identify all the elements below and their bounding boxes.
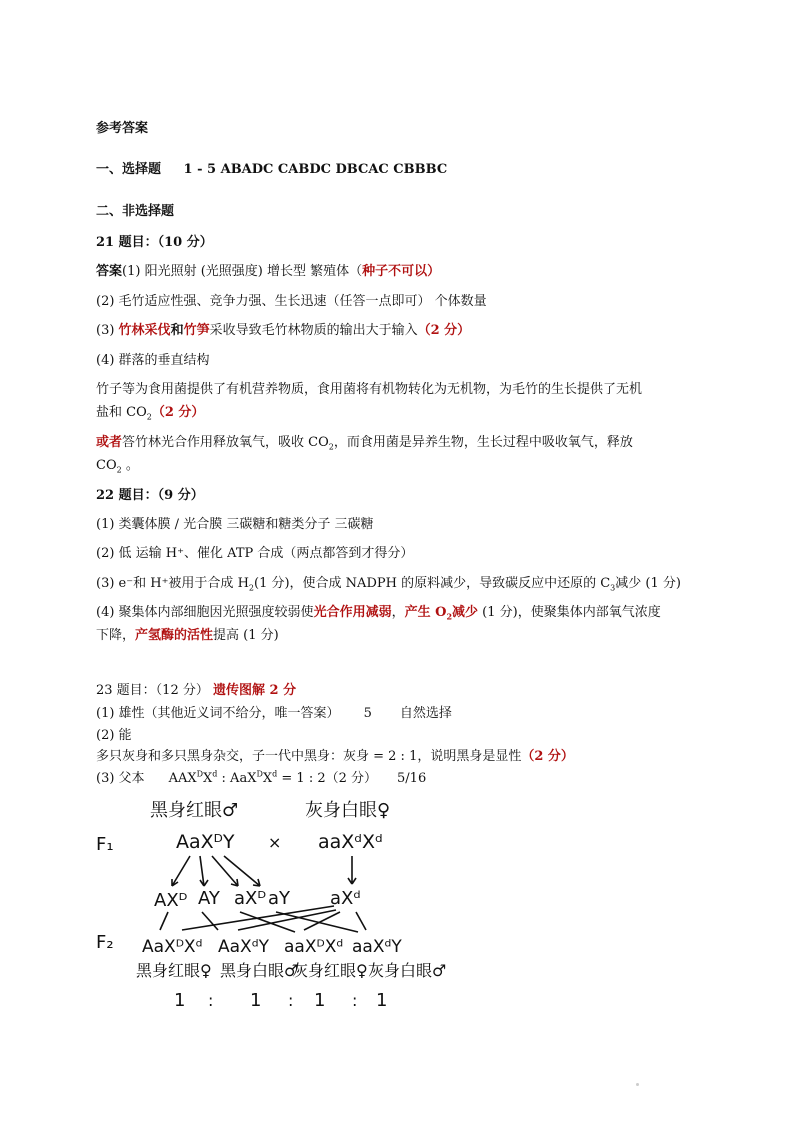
colon-1: : — [208, 991, 214, 1010]
line-b — [202, 912, 218, 930]
q23-l4-father: (3) 父本 — [96, 771, 145, 786]
q21-l1-close: ） — [427, 264, 441, 279]
phenotype-1: 黑身红眼♀ — [136, 961, 212, 980]
choice-answers: 1 - 5 ABADC CABDC DBCAC CBBBC — [183, 162, 448, 177]
gamete-arrows — [172, 856, 356, 886]
q21-l7-sub: 2 — [328, 442, 334, 452]
q23-line2: (2) 能 — [96, 728, 132, 743]
q21-line2: (2) 毛竹适应性强、竞争力强、生长迅速（任答一点即可） 个体数量 — [96, 294, 487, 309]
f2-label: F₂ — [96, 932, 114, 953]
q22-line2: (2) 低 运输 H⁺、催化 ATP 合成（两点都答到才得分） — [96, 546, 414, 561]
arrow-4 — [224, 856, 260, 886]
q21-l3-num: (3) — [96, 323, 119, 338]
q22-line3 — [96, 576, 681, 593]
cross-sign: × — [268, 833, 282, 852]
arrow-1 — [172, 856, 190, 886]
q21-l8-sub: 2 — [116, 465, 122, 475]
q22-l4-red3: 减少 — [452, 605, 479, 620]
page-title: 参考答案 — [96, 121, 149, 136]
q22-l3-text2: (1 分)，使合成 NADPH 的原料减少，导致碳反应中还原的 C — [254, 576, 611, 591]
q22-l3-sub2: 3 — [610, 583, 616, 593]
p-male-genotype: AaXᴰY — [176, 831, 235, 853]
q21-l6-text: 盐和 CO — [96, 405, 147, 420]
p-female-genotype: aaXᵈXᵈ — [318, 831, 383, 853]
q23-line4 — [96, 769, 427, 786]
section-choice — [96, 163, 447, 176]
q23-l4-g2: X — [203, 771, 213, 786]
q21-heading: 21 题目：（10 分） — [96, 235, 213, 250]
offspring-3: aaXᴰXᵈ — [284, 937, 344, 957]
q21-l1-text: (1) 阳光照射 (光照强度) 增长型 繁殖体（ — [122, 264, 363, 279]
q21-l3-red1: 竹林采伐 — [118, 323, 171, 338]
offspring-2: AaXᵈY — [218, 937, 269, 957]
q23-head-text: 23 题目：（12 分） — [96, 683, 213, 698]
phenotype-3: 灰身红眼♀ — [292, 961, 368, 980]
q22-l4-red1: 光合作用减弱 — [313, 605, 392, 620]
arrow-2 — [200, 856, 208, 886]
q22-l4-red2: 产生 O — [404, 605, 447, 620]
q22-line4 — [96, 605, 661, 622]
q21-l8-end: 。 — [121, 458, 139, 473]
q21-l6-sub: 2 — [146, 412, 152, 422]
arrow-3 — [212, 856, 238, 886]
q21-l7-text1: 答竹林光合作用释放氧气，吸收 CO — [122, 435, 329, 450]
q23-line1 — [96, 707, 452, 720]
q21-l3-text: 采收导致毛竹林物质的输出大于输入 — [209, 323, 418, 338]
q23-l4-s3: D — [256, 769, 263, 779]
q22-l5-text2: 提高 (1 分) — [213, 628, 279, 643]
q23-l4-g1: AAX — [168, 771, 197, 786]
ratio-4: 1 — [376, 990, 388, 1011]
q23-head-red: 遗传图解 2 分 — [212, 683, 297, 698]
q22-heading: 22 题目：（9 分） — [96, 488, 204, 503]
q21-line6 — [96, 405, 205, 422]
q21-line4: (4) 群落的垂直结构 — [96, 353, 210, 368]
line-h — [356, 912, 366, 930]
colon-3: : — [352, 991, 358, 1010]
q22-l3-text1: (3) e⁻和 H⁺被用于合成 H — [96, 576, 249, 591]
p-male-label: 黑身红眼♂ — [150, 800, 239, 821]
q22-l5-text1: 下降， — [96, 628, 136, 643]
fusion-lines — [160, 906, 366, 932]
q23-l4-s1: D — [196, 769, 204, 779]
q22-l4-text2: (1 分)，使聚集体内部氧气浓度 — [478, 605, 661, 620]
section-choice-label: 一、选择题 — [96, 162, 162, 177]
q21-line1 — [96, 265, 440, 278]
q22-l3-sub1: 2 — [248, 583, 254, 593]
q22-line1: (1) 类囊体膜 / 光合膜 三碳糖和糖类分子 三碳糖 — [96, 517, 374, 532]
q21-l7-or: 或者 — [96, 435, 123, 450]
q22-l4-sub: 2 — [446, 611, 453, 622]
gamete-aXd: aXᵈ — [330, 888, 361, 909]
scan-speck — [636, 1083, 639, 1086]
q21-answer-label: 答案 — [96, 264, 123, 279]
q23-l4-g4: X — [262, 771, 273, 786]
q23-l3-text: 多只灰身和多只黑身杂交，子一代中黑身：灰身 = 2 : 1，说明黑身是显性 — [96, 749, 522, 764]
q21-l6-score: （2 分） — [151, 405, 205, 420]
q23-l1-num: 5 — [363, 706, 372, 721]
q21-line3 — [96, 324, 470, 337]
q21-l3-and: 和 — [170, 323, 184, 338]
q21-line5: 竹子等为食用菌提供了有机营养物质，食用菌将有机物转化为无机物，为毛竹的生长提供了无机 — [96, 382, 643, 397]
q21-l8-text: CO — [96, 458, 117, 473]
q22-l5-red: 产氢酶的活性 — [135, 628, 214, 643]
q21-line7 — [96, 435, 633, 452]
q23-l4-g3: : AaX — [217, 771, 257, 786]
offspring-1: AaXᴰXᵈ — [142, 937, 203, 957]
ratio-2: 1 — [250, 990, 262, 1011]
q22-l4-text1: (4) 聚集体内部细胞因光照强度较弱使 — [96, 605, 314, 620]
gamete-AY: AY — [198, 888, 220, 909]
colon-2: : — [288, 991, 294, 1010]
f1-label: F₁ — [96, 834, 114, 855]
q23-line3 — [96, 750, 574, 763]
q23-l4-ratio: = 1 : 2（2 分） — [277, 771, 378, 786]
q23-l4-s2: d — [212, 769, 218, 779]
q21-l1-red: 种子不可以 — [362, 264, 428, 279]
ratio-3: 1 — [314, 990, 326, 1011]
arrow-5 — [348, 856, 356, 884]
gamete-aY: aY — [268, 888, 291, 909]
genetic-cross-diagram — [90, 790, 450, 1020]
q23-l1-select: 自然选择 — [399, 706, 452, 721]
q21-l3-red2: 竹笋 — [183, 323, 210, 338]
q21-line8 — [96, 458, 139, 475]
q21-l7-text2: ，而食用菌是异养生物，生长过程中吸收氧气，释放 — [333, 435, 633, 450]
q21-l3-score: （2 分） — [417, 323, 471, 338]
q23-l4-geno — [169, 771, 377, 786]
section-nonchoice: 二、非选择题 — [96, 204, 175, 219]
q23-l1-text: (1) 雄性（其他近义词不给分，唯一答案） — [96, 706, 340, 721]
p-female-label: 灰身白眼♀ — [305, 800, 391, 821]
phenotype-2: 黑身白眼♂ — [220, 961, 299, 980]
gamete-AXD: AXᴰ — [154, 890, 188, 911]
q22-l4-comma: ， — [391, 605, 405, 620]
line-a — [160, 912, 168, 930]
q23-l4-s4: d — [272, 769, 278, 779]
q22-l3-text3: 减少 (1 分) — [615, 576, 681, 591]
ratio-1: 1 — [174, 990, 186, 1011]
q23-heading — [96, 684, 296, 697]
q23-l3-score: （2 分） — [521, 749, 574, 764]
phenotype-4: 灰身白眼♂ — [368, 961, 447, 980]
q23-l4-frac: 5/16 — [397, 771, 427, 786]
gamete-aXD: aXᴰ — [234, 888, 267, 909]
q22-line5 — [96, 629, 279, 642]
offspring-4: aaXᵈY — [352, 937, 402, 957]
